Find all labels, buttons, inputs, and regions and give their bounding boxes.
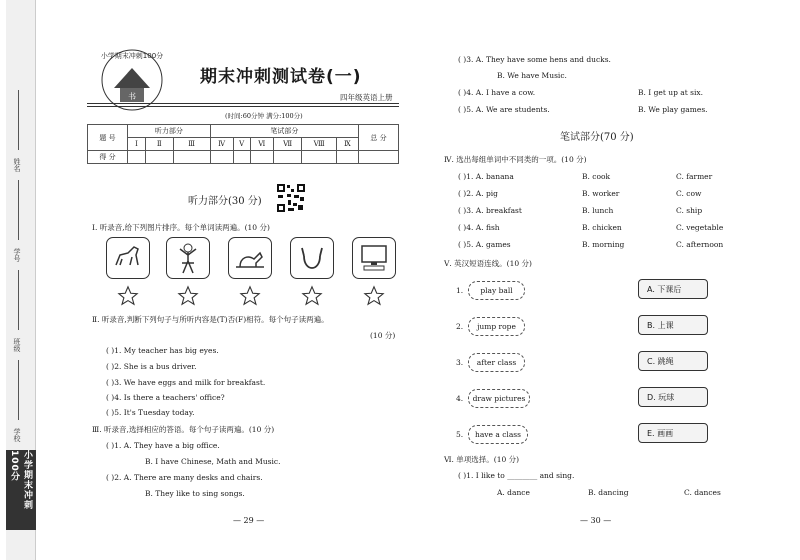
listening-title: 听力部分(30 分) (188, 196, 262, 207)
binding-sidebar (0, 0, 42, 560)
score-cell[interactable] (336, 151, 358, 164)
section-2-item: ( )1. My teacher has big eyes. (106, 346, 219, 355)
section-2-points: (10 分) (370, 331, 396, 340)
sidebar-brand: 小学期末冲刺100分 (6, 450, 36, 530)
section-numeral: Ⅳ (210, 138, 233, 151)
match-english[interactable]: play ball (468, 281, 525, 300)
section-6-option: C. dances (684, 488, 721, 497)
listening-label: 听力部分 (128, 125, 211, 138)
section-3-item: ( )4. A. I have a cow. (458, 88, 536, 97)
section-3-item: ( )1. A. They have a big office. (106, 441, 220, 450)
col-label: 题 号 (88, 125, 128, 151)
horse-icon (110, 243, 146, 273)
score-cell[interactable] (146, 151, 174, 164)
section-3-option: B. We play games. (638, 105, 708, 114)
star-answer-2[interactable] (177, 285, 199, 307)
section-4-option: B. chicken (582, 223, 622, 232)
match-chinese[interactable]: A. 下课后 (638, 279, 708, 299)
picture-horse (106, 237, 150, 279)
match-number: 4. (456, 394, 464, 403)
section-numeral: Ⅶ (273, 138, 302, 151)
svg-text:小学期末冲刺100分: 小学期末冲刺100分 (100, 52, 164, 60)
computer-icon (356, 243, 392, 273)
section-4-item: ( )5. A. games (458, 240, 511, 249)
score-cell[interactable] (359, 151, 399, 164)
section-4-option: B. morning (582, 240, 625, 249)
grade-label: 四年级英语上册 (340, 93, 393, 102)
section-4-option: C. vegetable (676, 223, 724, 232)
sidebar-line (18, 360, 19, 420)
section-4-item: ( )3. A. breakfast (458, 206, 522, 215)
section-1-title: Ⅰ. 听录音,给下列图片排序。每个单词读两遍。(10 分) (92, 223, 270, 232)
section-3-item: ( )3. A. They have some hens and ducks. (458, 55, 611, 64)
picture-animal (228, 237, 272, 279)
picture-jump-rope (290, 237, 334, 279)
sidebar-class-label: 班级 (13, 338, 21, 352)
match-number: 1. (456, 286, 464, 295)
section-4-option: B. cook (582, 172, 611, 181)
match-english[interactable]: after class (468, 353, 525, 372)
section-3-option: B. I have Chinese, Math and Music. (145, 457, 281, 466)
section-2-item: ( )3. We have eggs and milk for breakfast. (106, 378, 266, 387)
total-label: 总 分 (359, 125, 399, 151)
match-chinese[interactable]: D. 玩球 (638, 387, 708, 407)
page-number-right: — 30 — (580, 516, 612, 525)
section-2-item: ( )5. It's Tuesday today. (106, 408, 195, 417)
sidebar-line (18, 90, 19, 150)
score-cell[interactable] (210, 151, 233, 164)
section-3-title: Ⅲ. 听录音,选择相应的答语。每个句子读两遍。(10 分) (92, 425, 275, 434)
picture-dancer (166, 237, 210, 279)
section-4-option: B. worker (582, 189, 620, 198)
score-cell[interactable] (233, 151, 250, 164)
section-numeral: Ⅵ (250, 138, 273, 151)
match-english[interactable]: draw pictures (468, 389, 530, 408)
dancer-icon (170, 241, 206, 275)
section-4-option: B. lunch (582, 206, 614, 215)
match-chinese[interactable]: E. 画画 (638, 423, 708, 443)
sidebar-line (18, 270, 19, 330)
star-answer-5[interactable] (363, 285, 385, 307)
section-2-title: Ⅱ. 听录音,判断下列句子与所听内容是(T)否(F)相符。每个句子读两遍。 (92, 315, 329, 324)
written-label: 笔试部分 (210, 125, 358, 138)
star-answer-3[interactable] (239, 285, 261, 307)
section-2-item: ( )4. Is there a teachers' office? (106, 393, 225, 402)
picture-computer (352, 237, 396, 279)
score-cell[interactable] (302, 151, 336, 164)
section-6-title: Ⅵ. 单项选择。(10 分) (444, 455, 520, 464)
section-4-item: ( )2. A. pig (458, 189, 498, 198)
section-numeral: Ⅱ (146, 138, 174, 151)
score-cell[interactable] (128, 151, 146, 164)
section-2-item: ( )2. She is a bus driver. (106, 362, 197, 371)
match-number: 2. (456, 322, 464, 331)
section-5-title: Ⅴ. 英汉短语连线。(10 分) (444, 259, 532, 268)
sidebar-school-label: 学校 (13, 428, 21, 442)
star-answer-4[interactable] (301, 285, 323, 307)
qr-code-icon[interactable] (276, 183, 306, 213)
svg-text:书: 书 (128, 92, 136, 101)
section-4-option: C. ship (676, 206, 703, 215)
score-cell[interactable] (273, 151, 302, 164)
match-chinese[interactable]: B. 上课 (638, 315, 708, 335)
section-4-option: C. farmer (676, 172, 713, 181)
section-4-option: C. afternoon (676, 240, 724, 249)
score-cell[interactable] (250, 151, 273, 164)
section-numeral: Ⅷ (302, 138, 336, 151)
section-6-option: B. dancing (588, 488, 629, 497)
star-answer-1[interactable] (117, 285, 139, 307)
section-4-item: ( )4. A. fish (458, 223, 500, 232)
section-3-item: ( )2. A. There are many desks and chairs. (106, 473, 263, 482)
header-rule (87, 103, 399, 104)
section-3-option: B. I get up at six. (638, 88, 704, 97)
section-3-option: B. They like to sing songs. (145, 489, 245, 498)
section-6-option: A. dance (497, 488, 530, 497)
written-title: 笔试部分(70 分) (560, 132, 634, 143)
page-title: 期末冲刺测试卷(一) (200, 67, 362, 87)
section-3-option: B. We have Music. (497, 71, 567, 80)
sidebar-name-label: 姓名 (13, 158, 21, 172)
score-label: 得 分 (88, 151, 128, 164)
time-info: (时间:60分钟 满分:100分) (225, 112, 303, 120)
section-4-option: C. cow (676, 189, 702, 198)
score-cell[interactable] (173, 151, 210, 164)
page-number-left: — 29 — (233, 516, 265, 525)
animal-icon (232, 243, 268, 273)
section-3-item: ( )5. A. We are students. (458, 105, 550, 114)
score-table (87, 124, 399, 164)
sidebar-line (18, 180, 19, 240)
match-number: 5. (456, 430, 464, 439)
section-numeral: Ⅲ (173, 138, 210, 151)
section-4-title: Ⅳ. 选出每组单词中不同类的一项。(10 分) (444, 155, 587, 164)
match-number: 3. (456, 358, 464, 367)
section-numeral: Ⅴ (233, 138, 250, 151)
sidebar-id-label: 学号 (13, 248, 21, 262)
match-chinese[interactable]: C. 跳绳 (638, 351, 708, 371)
match-english[interactable]: jump rope (468, 317, 525, 336)
match-english[interactable]: have a class (468, 425, 528, 444)
section-numeral: Ⅸ (336, 138, 358, 151)
section-6-item: ( )1. I like to ________ and sing. (458, 471, 575, 480)
jump-rope-icon (294, 242, 330, 274)
section-4-item: ( )1. A. banana (458, 172, 514, 181)
header-rule (87, 106, 399, 107)
section-numeral: Ⅰ (128, 138, 146, 151)
